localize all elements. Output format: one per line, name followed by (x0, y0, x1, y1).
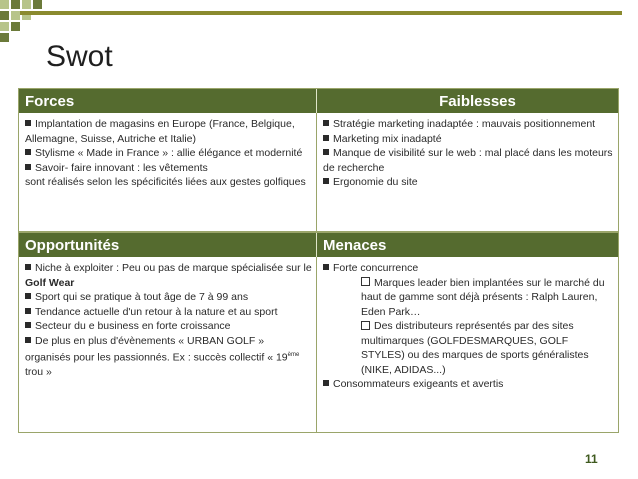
weaknesses-cell (317, 113, 618, 231)
strength-item: Stylisme « Made in France » : allie élégance et modernité (25, 146, 312, 161)
bullet-icon (25, 337, 31, 343)
page-number: 11 (585, 452, 598, 466)
swot-row-1 (19, 113, 618, 231)
opportunity-item: Sport qui se pratique à tout âge de 7 à 99 ans (25, 290, 312, 305)
threat-item: Forte concurrence (323, 261, 614, 276)
threats-cell (317, 257, 618, 432)
strengths-cell (19, 113, 317, 231)
threats-header: Menaces (317, 233, 618, 257)
bullet-icon (25, 120, 31, 126)
weakness-item: Ergonomie du site (323, 175, 614, 190)
bullet-icon (25, 264, 31, 270)
swot-row-2 (19, 257, 618, 432)
bullet-icon (323, 380, 329, 386)
threat-item: Consommateurs exigeants et avertis (323, 377, 614, 392)
weakness-item: Marketing mix inadapté (323, 132, 614, 147)
bullet-icon (323, 178, 329, 184)
bullet-icon (323, 120, 329, 126)
top-rule (20, 11, 622, 15)
opportunities-header: Opportunités (19, 233, 317, 257)
opportunity-item: De plus en plus d'évènements « URBAN GOLF » organisés pour les passionnés. Ex : succès collectif « 19ème (25, 334, 300, 364)
bullet-icon (25, 149, 31, 155)
weaknesses-header: Faiblesses (317, 89, 618, 113)
checkbox-bullet-icon (361, 321, 370, 330)
strengths-header: Forces (19, 89, 317, 113)
opportunity-item-continued: Golf Wear (25, 276, 75, 289)
bullet-icon (25, 164, 31, 170)
strength-item-continued: sont réalisés selon les spécificités liées aux gestes golfiques (25, 176, 306, 188)
superscript: ème (287, 352, 300, 358)
weakness-item: Manque de visibilité sur le web : mal placé dans les moteurs de recherche (323, 147, 613, 174)
swot-header-row-1 (19, 89, 618, 113)
swot-table (18, 88, 619, 433)
slide-title: Swot (46, 40, 113, 73)
weakness-item: Stratégie marketing inadaptée : mauvais positionnement (323, 117, 614, 132)
opportunity-item: Niche à exploiter : Peu ou pas de marque spécialisée sur le (25, 261, 312, 276)
checkbox-bullet-icon (361, 277, 370, 286)
opportunity-item-continued: trou » (25, 366, 52, 378)
strength-item: Implantation de magasins en Europe (France, Belgique, Allemagne, Suisse, Autriche et Italie) (25, 118, 295, 145)
opportunity-item: Tendance actuelle d'un retour à la nature et au sport (25, 305, 312, 320)
swot-header-row-2 (19, 233, 618, 257)
strength-item: Savoir- faire innovant : les vêtements (25, 161, 312, 176)
bullet-icon (323, 149, 329, 155)
bullet-icon (323, 264, 329, 270)
threat-subitem: Marques leader bien implantées sur le marché du haut de gamme sont déjà présents : Ralph Lauren, Eden Park… (361, 276, 605, 318)
opportunities-cell (19, 257, 317, 432)
opportunity-item: Secteur du e business en forte croissance (25, 319, 312, 334)
threat-subitem: Des distributeurs représentés par des sites multimarques (GOLFDESMARQUES, GOLF STYLES) ou des marques de sports généralistes (NIKE, ADIDAS...) (361, 320, 589, 376)
bullet-icon (25, 293, 31, 299)
bullet-icon (323, 135, 329, 141)
bullet-icon (25, 322, 31, 328)
bullet-icon (25, 308, 31, 314)
